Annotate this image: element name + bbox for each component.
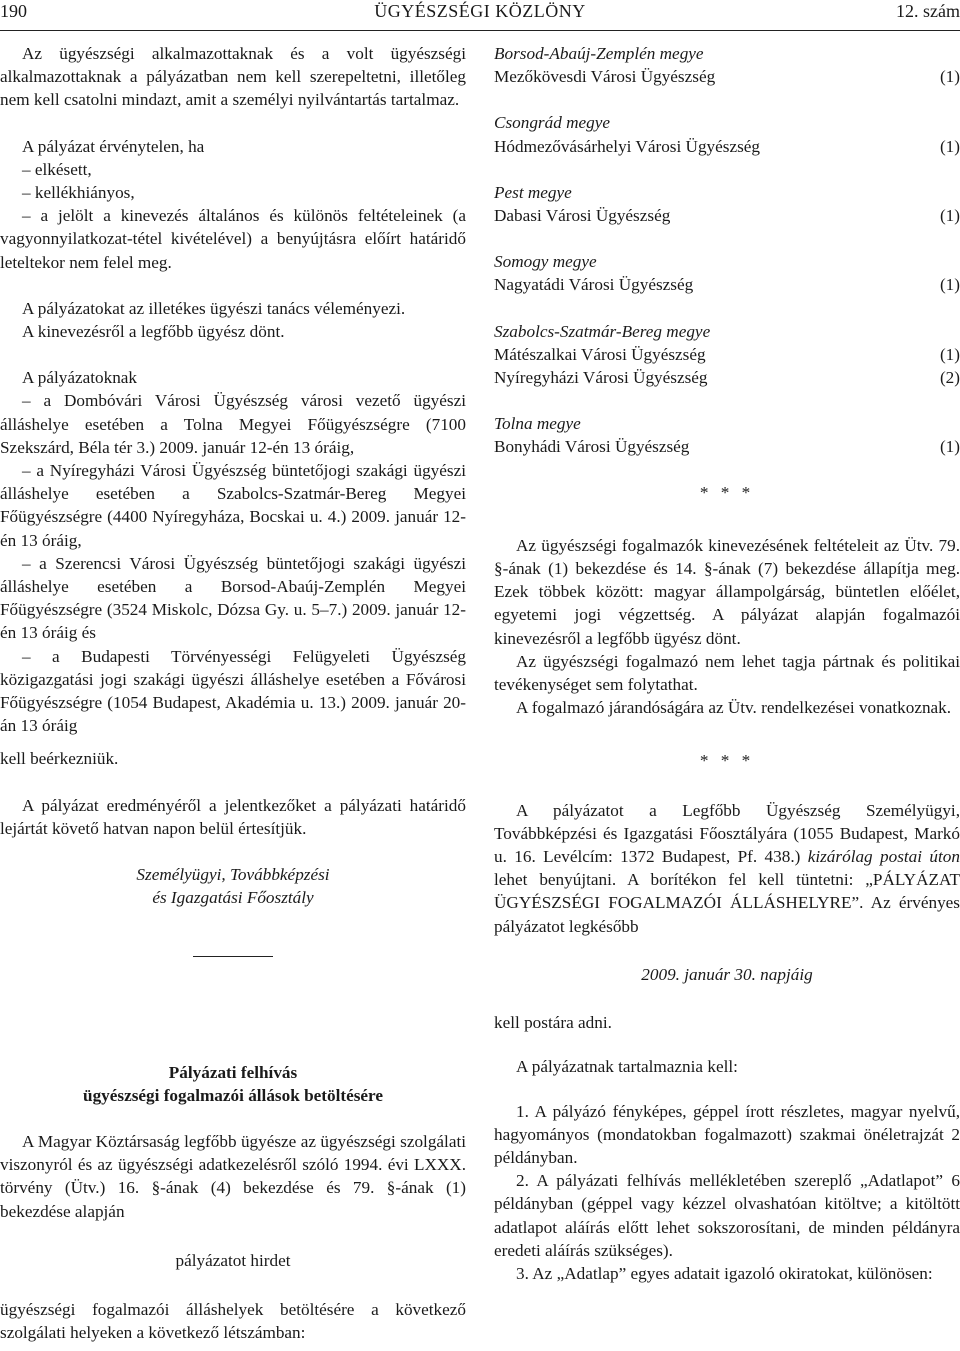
paragraph: Az ügyészségi fogalmazó nem lehet tagja pártnak és politikai tevékenységet sem folytathat. [494, 651, 960, 695]
paragraph: A pályázatoknak [22, 368, 138, 388]
paragraph: Az ügyészségi alkalmazottaknak és a volt ügyészségi alkalmazottaknak a pályázatban nem kell szerepeltetni, illetőleg nem kell csatolni mindazt, amit a személyi nyilvántartás tartalmaz. [0, 44, 466, 110]
section-title: ügyészségi fogalmazói állások betöltésére [83, 1085, 383, 1105]
office-name: Hódmezővásárhelyi Városi Ügyészség [494, 136, 761, 156]
list-item: – a Szerencsi Városi Ügyészség büntetőjogi szakági ügyészi álláshelye esetében a Borsod-Abaúj-Zemplén Megyei Főügyészségre (3524 Miskolc, Dózsa Gy. u. 5–7.) 2009. január 12-én 13 óráig és [0, 553, 466, 643]
paragraph: A fogalmazó járandóságára az Ütv. rendelkezései vonatkoznak. [516, 698, 952, 718]
office-count: (1) [939, 437, 960, 457]
paragraph: A kinevezésről a legfőbb ügyész dönt. [22, 322, 285, 342]
paragraph: A pályázatnak tartalmaznia kell: [516, 1057, 738, 1077]
text-run: lehet benyújtani. A borítékon fel kell tüntetni: „PÁLYÁZAT ÜGYÉSZSÉGI FOGALMAZÓI ÁLLÁSHELYRE”. Az érvényes pályázatot legkésőbb [494, 870, 960, 936]
signature-line: Személyügyi, Továbbképzési [136, 865, 330, 885]
paragraph: A pályázat eredményéről a jelentkezőket a pályázati határidő lejártát követő hatvan napon belül értesítjük. [0, 795, 466, 838]
office-row [494, 65, 960, 88]
office-name: Mátészalkai Városi Ügyészség [494, 344, 706, 364]
journal-title: ÜGYÉSZSÉGI KÖZLÖNY [374, 1, 586, 21]
office-row [494, 435, 960, 458]
list-item: – a Nyíregyházi Városi Ügyészség büntetőjogi szakági ügyészi álláshelye esetében a Szabolcs-Szatmár-Bereg Megyei Főügyészségre (4400 Nyíregyháza, Bocskai u. 4.) 2009. január 12-én 13 óráig, [0, 461, 466, 550]
list-item: – a Dombóvári Városi Ügyészség városi vezető ügyészi álláshelye esetében a Tolna Megyei Főügyészségre (7100 Szekszárd, Béla tér 3.) 2009. január 12-én 13 óráig, [0, 391, 466, 457]
paragraph: kell postára adni. [494, 1013, 612, 1033]
county-heading: Somogy megye [494, 252, 597, 272]
office-count: (1) [939, 67, 960, 87]
office-count: (1) [939, 206, 960, 226]
emphasis: kizárólag postai úton [807, 847, 960, 867]
office-row [494, 366, 960, 389]
list-item: – kellékhiányos, [22, 183, 135, 203]
list-item: – elkésett, [22, 159, 92, 179]
office-count: (1) [939, 275, 960, 295]
right-column [494, 42, 960, 1285]
section-separator: * * * [699, 482, 755, 502]
office-count: (1) [939, 136, 960, 156]
issue-number: 12. szám [896, 1, 960, 21]
paragraph [494, 799, 960, 938]
county-heading: Pest megye [494, 182, 572, 202]
paragraph: A pályázat érvénytelen, ha [22, 136, 205, 156]
text-run: A pályázatot a Legfőbb Ügyészség Személyügyi, Továbbképzési és Igazgatási Főosztályára (1055 Budapest, Markó u. 16. Levélcím: 1372 Budapest, Pf. 438.) [494, 800, 960, 867]
county-heading: Borsod-Abaúj-Zemplén megye [494, 44, 704, 63]
office-row [494, 135, 960, 158]
list-item: 3. Az „Adatlap” egyes adatait igazoló okiratokat, különösen: [516, 1263, 933, 1283]
deadline-date: 2009. január 30. napjáig [641, 964, 813, 984]
section-title: Pályázati felhívás [168, 1062, 298, 1082]
office-name: Nagyatádi Városi Ügyészség [494, 275, 694, 295]
office-row [494, 273, 960, 296]
list-item: – a jelölt a kinevezés általános és különös feltételeinek (a vagyonnyilatkozat-tétel kivételével) a benyújtásra előírt határidő leteltekor nem felel meg. [0, 206, 466, 272]
county-heading: Tolna megye [494, 414, 581, 434]
paragraph: A Magyar Köztársaság legfőbb ügyésze az ügyészségi szolgálati viszonyról és az ügyészségi adatkezelésről szóló 1994. évi LXXX. törvény (Ütv.) 16. §-ának (4) bekezdése és 79. §-ának (1) bekezdése alapján [0, 1131, 466, 1221]
list-item: – a Budapesti Törvényességi Felügyeleti Ügyészség közigazgatási jogi szakági ügyészi álláshelye esetében a Fővárosi Főügyészségre (1054 Budapest, Akadémia u. 13.) 2009. január 20-án 13 óráig [0, 646, 466, 736]
office-name: Dabasi Városi Ügyészség [494, 206, 671, 226]
page-header [0, 0, 960, 31]
office-name: Bonyhádi Városi Ügyészség [494, 437, 690, 457]
office-count: (1) [939, 344, 960, 364]
section-separator: * * * [699, 751, 755, 771]
office-count: (2) [939, 368, 960, 388]
office-name: Mezőkövesdi Városi Ügyészség [494, 67, 716, 87]
list-item: 1. A pályázó fényképes, géppel írott részletes, magyar nyelvű, hagyományos (mondatokban fogalmazott) szakmai önéletrajzát 2 példányban. [494, 1101, 960, 1167]
paragraph: Az ügyészségi fogalmazók kinevezésének feltételeit az Ütv. 79. §-ának (1) bekezdése és 14. §-ának (7) bekezdése állapítja meg. Ezek többek között: magyar állampolgárság, büntetlen előélet, egyetemi jogi végzettség. A pályázat alapján fogalmazói kinevezésről a legfőbb ügyész dönt. [494, 535, 960, 648]
office-row [494, 343, 960, 366]
paragraph: ügyészségi fogalmazói álláshelyek betöltésére a következő szolgálati helyeken a következő létszámban: [0, 1299, 466, 1343]
county-heading: Csongrád megye [494, 113, 610, 133]
paragraph: kell beérkezniük. [0, 749, 119, 769]
office-row [494, 204, 960, 227]
page-number: 190 [0, 1, 27, 21]
list-item: 2. A pályázati felhívás mellékletében szereplő „Adatlapot” 6 példányban (géppel vagy kézzel olvashatóan kitöltve; a kitöltött adatlapot aláírás előtt lehet sokszorosítani, de minden példányra eredeti aláírás szükséges). [494, 1171, 960, 1260]
signature-line: és Igazgatási Főosztály [152, 888, 314, 908]
left-column [0, 42, 466, 1344]
divider [193, 956, 273, 957]
county-heading: Szabolcs-Szatmár-Bereg megye [494, 321, 711, 341]
paragraph: pályázatot hirdet [175, 1250, 291, 1270]
paragraph: A pályázatokat az illetékes ügyészi tanács véleményezi. [22, 298, 406, 318]
office-name: Nyíregyházi Városi Ügyészség [494, 368, 708, 388]
